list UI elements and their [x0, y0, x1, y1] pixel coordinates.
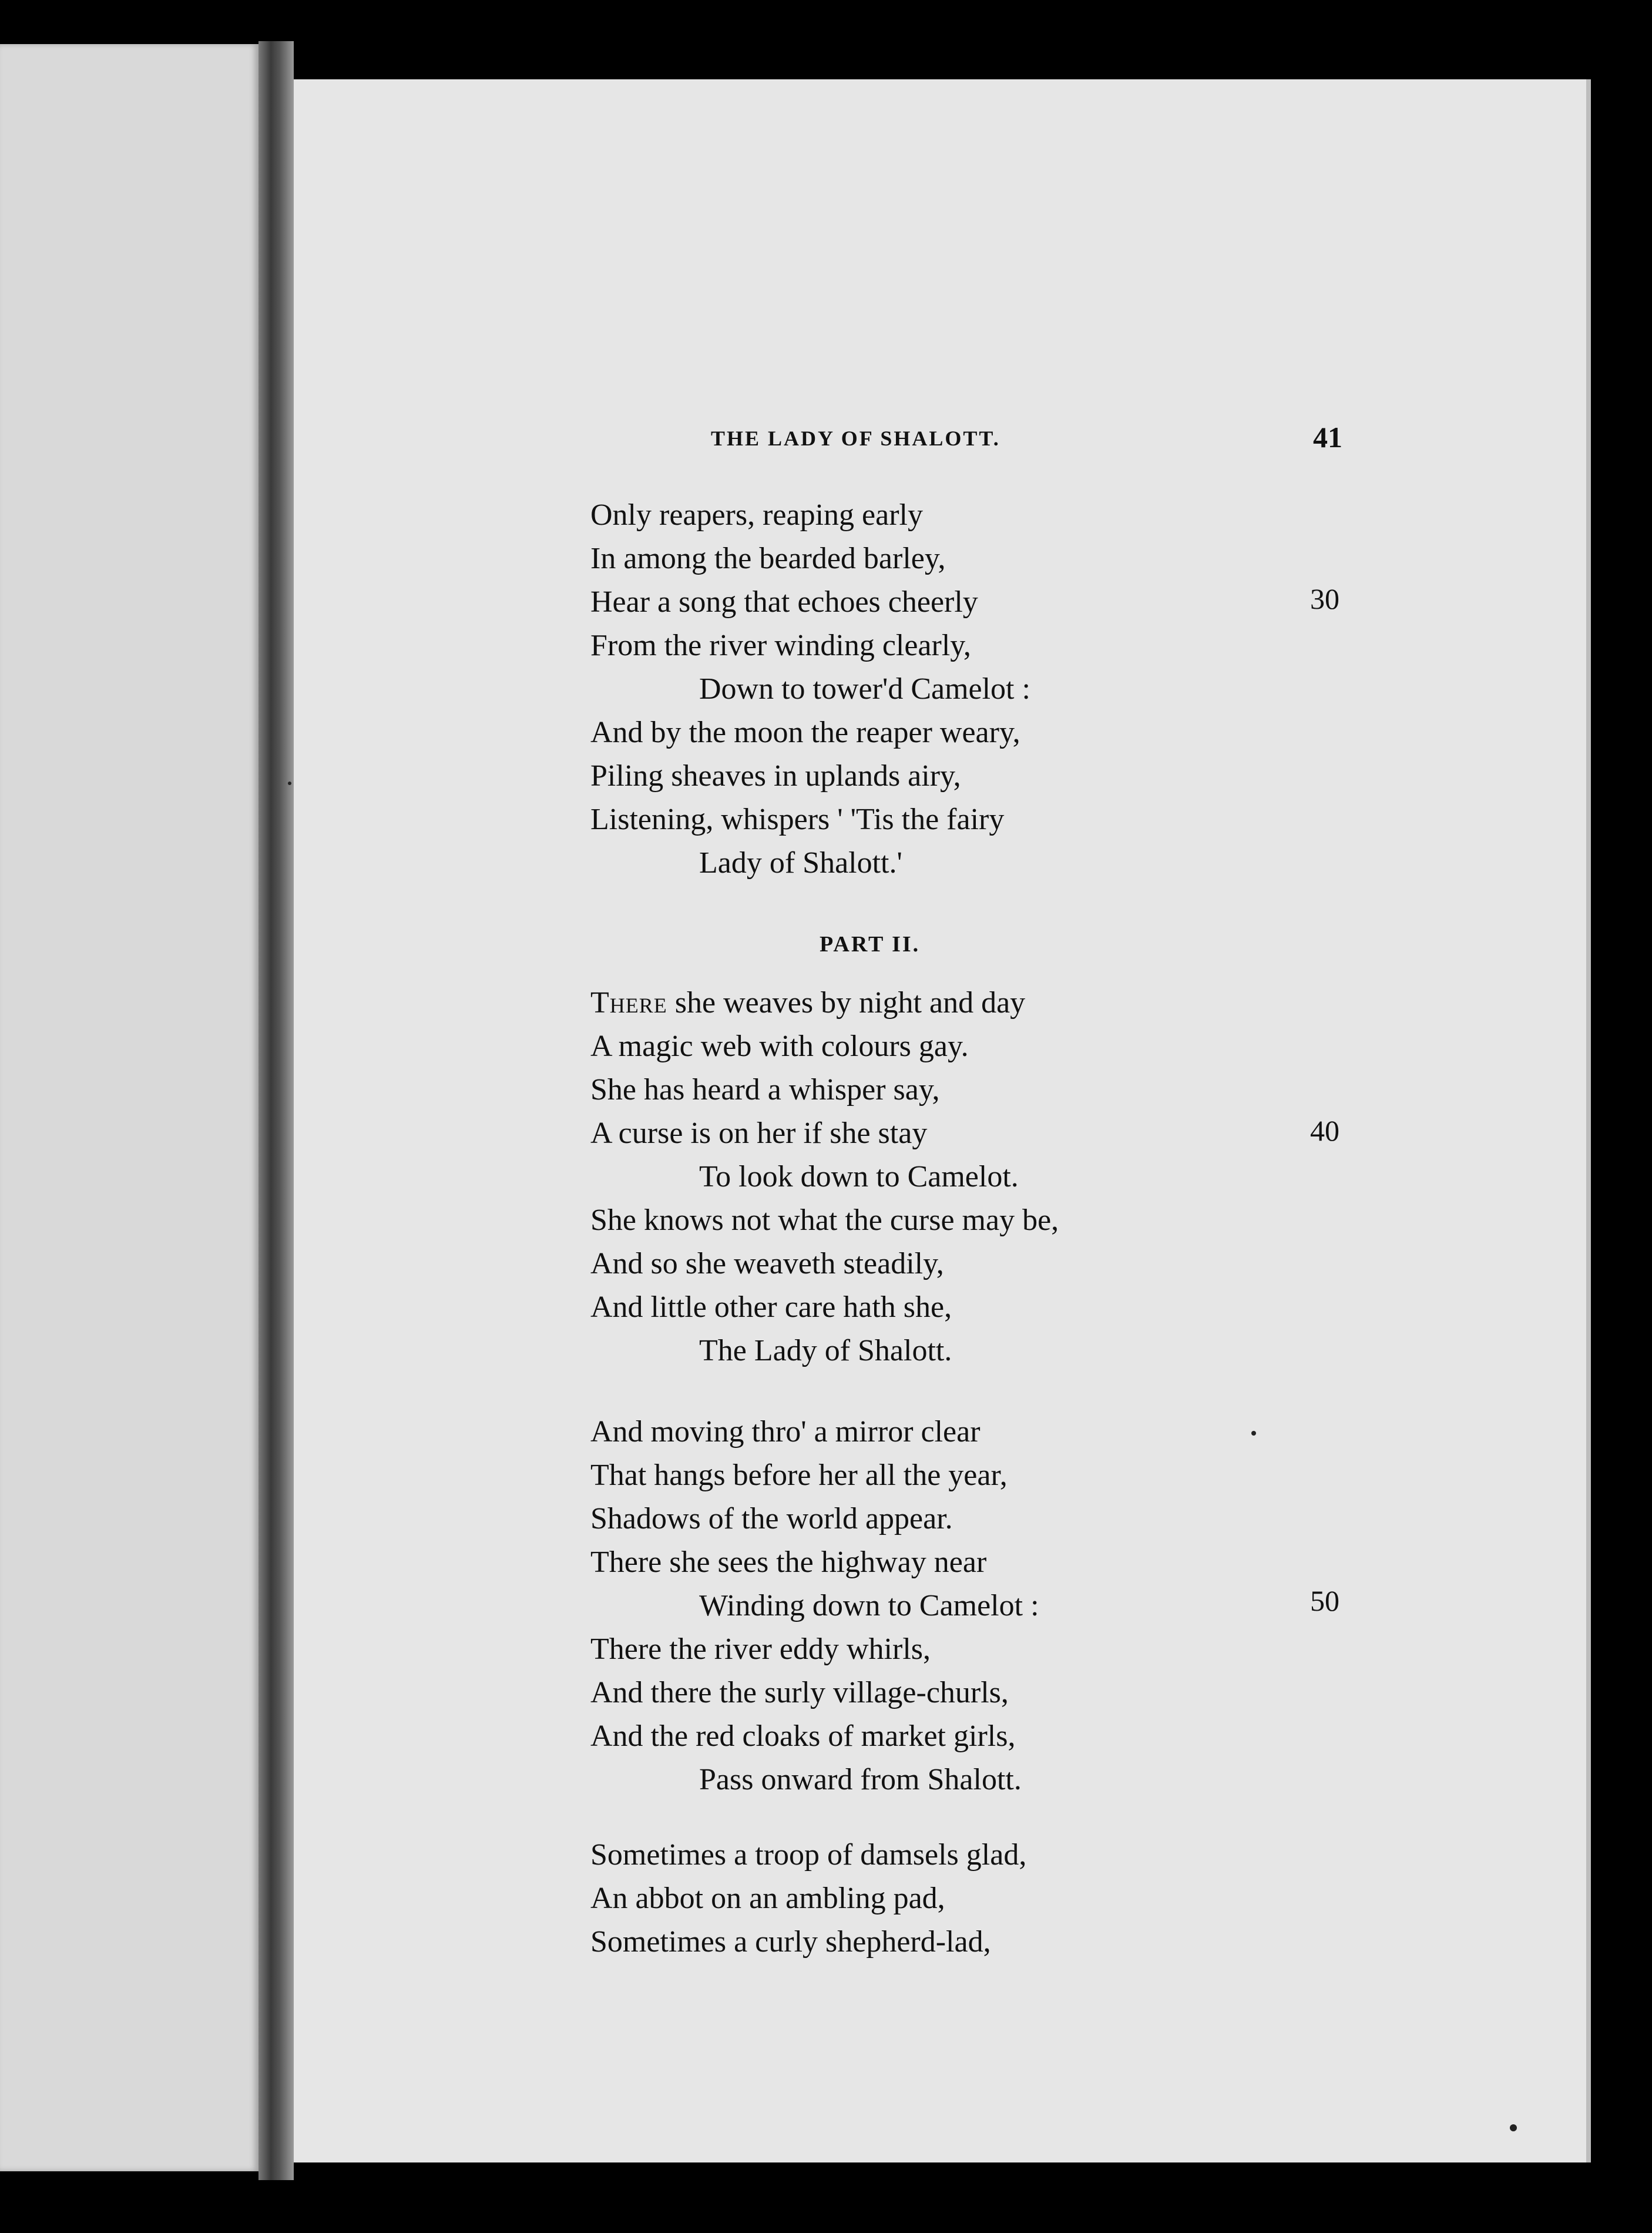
- verse-line: And moving thro' a mirror clear: [590, 1415, 981, 1449]
- verse-line: A magic web with colours gay.: [590, 1030, 969, 1063]
- verse-line: And by the moon the reaper weary,: [590, 716, 1020, 749]
- line-number-50: 50: [1310, 1584, 1339, 1617]
- running-title: THE LADY OF SHALOTT.: [711, 427, 1000, 450]
- facing-page-edge: [0, 44, 258, 2171]
- verse-line: Only reapers, reaping early: [590, 498, 923, 532]
- book-gutter: [258, 41, 294, 2180]
- verse-line: She has heard a whisper say,: [590, 1073, 940, 1107]
- verse-line: There she sees the highway near: [590, 1545, 987, 1579]
- verse-line: There the river eddy whirls,: [590, 1632, 931, 1666]
- verse-line: And little other care hath she,: [590, 1290, 952, 1324]
- verse-line-refrain: Down to tower'd Camelot :: [699, 672, 1030, 706]
- verse-line: Piling sheaves in uplands airy,: [590, 759, 961, 793]
- verse-line-refrain: The Lady of Shalott.: [699, 1334, 952, 1367]
- verse-line: And the red cloaks of market girls,: [590, 1719, 1016, 1753]
- line-number-40: 40: [1310, 1114, 1339, 1147]
- stanza-2: [590, 981, 1059, 1373]
- stanza-4: [590, 1833, 1026, 1964]
- page-number: 41: [1313, 421, 1342, 454]
- stanza-3: [590, 1410, 1039, 1802]
- verse-line: An abbot on an ambling pad,: [590, 1882, 945, 1915]
- verse-line-refrain: Pass onward from Shalott.: [699, 1763, 1022, 1796]
- verse-line: Hear a song that echoes cheerly: [590, 585, 978, 619]
- opening-line-rest: she weaves by night and day: [667, 986, 1026, 1020]
- line-number-30: 30: [1310, 582, 1339, 615]
- verse-line-first: [590, 981, 1059, 1025]
- verse-line: Listening, whispers ' 'Tis the fairy: [590, 803, 1005, 836]
- opening-word: There: [590, 986, 667, 1020]
- verse-line: Sometimes a curly shepherd-lad,: [590, 1925, 991, 1959]
- verse-line: That hangs before her all the year,: [590, 1459, 1008, 1492]
- scan-speck: [288, 782, 291, 785]
- verse-line: She knows not what the curse may be,: [590, 1203, 1059, 1237]
- scan-speck: [1510, 2124, 1517, 2131]
- scan-speck: [1251, 1431, 1256, 1436]
- verse-line: In among the bearded barley,: [590, 542, 946, 575]
- verse-line: Sometimes a troop of damsels glad,: [590, 1838, 1027, 1872]
- verse-line: A curse is on her if she stay: [590, 1116, 928, 1150]
- page-edge-shadow: [1586, 79, 1591, 2162]
- stanza-1: [590, 494, 1030, 885]
- verse-line-refrain: Winding down to Camelot :: [699, 1589, 1039, 1622]
- verse-line: From the river winding clearly,: [590, 629, 971, 662]
- verse-line-refrain: To look down to Camelot.: [699, 1160, 1019, 1193]
- part-heading: PART II.: [820, 932, 921, 957]
- verse-line: Shadows of the world appear.: [590, 1502, 953, 1535]
- verse-line: And so she weaveth steadily,: [590, 1247, 944, 1280]
- verse-line: And there the surly village-churls,: [590, 1676, 1009, 1709]
- verse-line-refrain: Lady of Shalott.': [699, 846, 902, 880]
